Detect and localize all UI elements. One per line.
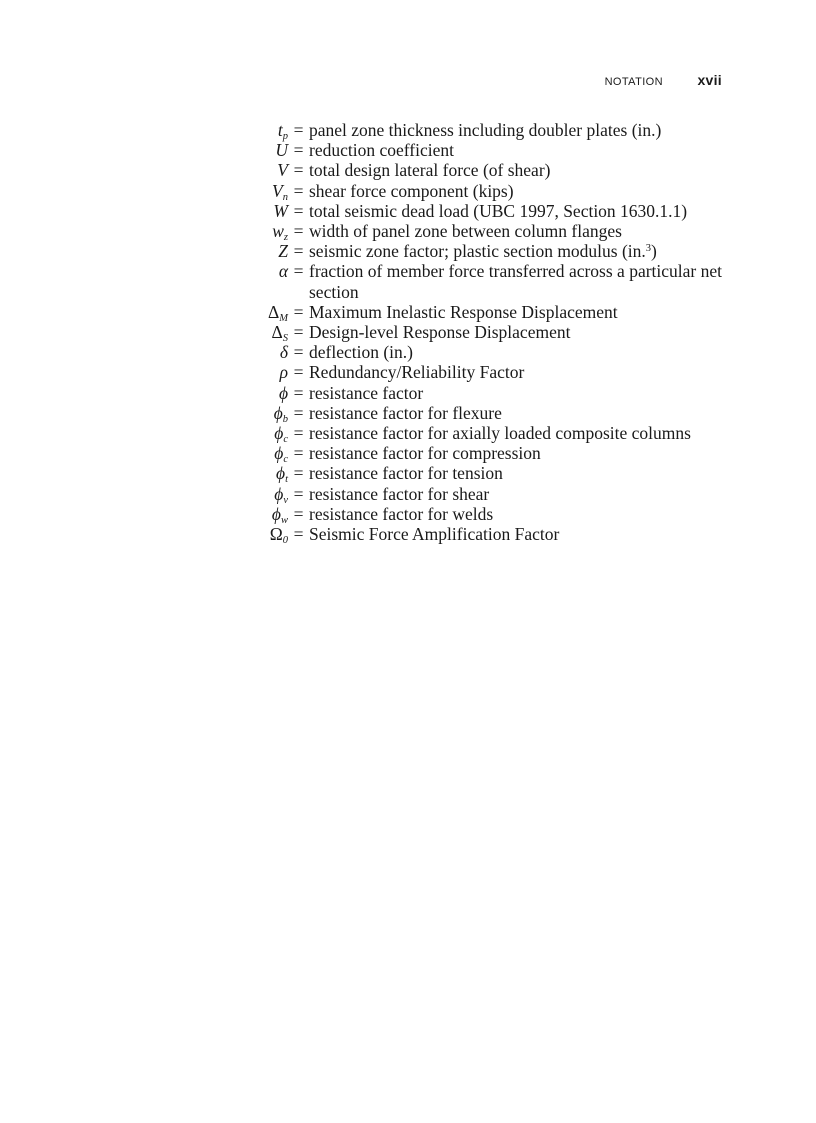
symbol: W (273, 200, 288, 221)
definition: resistance factor for axially loaded composite columns (309, 423, 691, 444)
symbol: $t_p$ (277, 120, 288, 142)
equals-sign: = (293, 483, 304, 504)
symbol: $\phi_c$ (274, 443, 288, 466)
running-head (0, 72, 722, 90)
equals-sign: = (293, 503, 304, 524)
notation-entry-phi-t (230, 463, 722, 486)
notation-entry-phi (230, 383, 722, 403)
notation-entry-delta-s (230, 322, 722, 345)
definition: panel zone thickness including doubler plates (in.) (309, 120, 662, 140)
notation-entry-tp (230, 120, 722, 140)
definition: total seismic dead load (UBC 1997, Section 1630.1.1) (309, 200, 688, 221)
equals-sign: = (293, 382, 304, 403)
definition: resistance factor for shear (309, 483, 490, 504)
definition: deflection (in.) (309, 342, 413, 363)
notation-entry-omega-0 (230, 524, 722, 547)
symbol: $\Delta_M$ (267, 301, 288, 324)
notation-entry-alpha (230, 261, 722, 301)
notation-entry-phi-w (230, 504, 722, 524)
notation-entry-z (230, 241, 722, 261)
notation-entry-rho (230, 362, 722, 382)
definition: resistance factor (309, 382, 424, 403)
definition: Redundancy/Reliability Factor (309, 362, 525, 383)
symbol: V (277, 160, 288, 181)
symbol: $\Omega_0$ (269, 524, 288, 547)
definition: resistance factor for flexure (309, 402, 502, 423)
notation-entry-phi-v (230, 484, 722, 504)
equals-sign: = (293, 221, 304, 242)
equals-sign: = (293, 524, 304, 545)
equals-sign: = (293, 362, 304, 383)
definition: total design lateral force (of shear) (309, 160, 551, 181)
notation-entry-phi-b (230, 403, 722, 423)
notation-entry-phi-c-compression (230, 443, 722, 466)
symbol: δ (279, 342, 288, 363)
definition: fraction of member force transferred across a particular net section (309, 261, 722, 302)
equals-sign: = (293, 120, 304, 140)
page-number: xvii (697, 72, 722, 88)
symbol: α (278, 261, 288, 282)
notation-list (230, 120, 722, 547)
equals-sign: = (293, 463, 304, 484)
equals-sign: = (293, 402, 304, 423)
equals-sign: = (293, 342, 304, 363)
symbol: Z (278, 241, 288, 262)
notation-entry-w (230, 201, 722, 221)
symbol: $\phi_b$ (273, 402, 288, 425)
equals-sign: = (293, 180, 304, 201)
equals-sign: = (293, 322, 304, 343)
equals-sign: = (293, 200, 304, 221)
symbol: ρ (279, 362, 288, 383)
definition: resistance factor for welds (309, 503, 494, 524)
notation-entry-delta-m (230, 302, 722, 322)
notation-entry-wz (230, 221, 722, 244)
symbol: U (275, 140, 288, 161)
symbol: $\phi_c$ (274, 423, 288, 446)
definition: Seismic Force Amplification Factor (309, 524, 560, 545)
symbol: $w_z$ (272, 221, 288, 244)
equals-sign: = (293, 301, 304, 322)
symbol: $\phi_t$ (276, 463, 288, 486)
definition: resistance factor for compression (309, 443, 541, 464)
definition: shear force component (kips) (309, 180, 514, 201)
section-title: NOTATION (604, 76, 663, 88)
equals-sign: = (293, 160, 304, 181)
definition: reduction coefficient (309, 140, 454, 161)
notation-entry-vn (230, 181, 722, 201)
definition: Design-level Response Displacement (309, 322, 571, 343)
equals-sign: = (293, 261, 304, 282)
definition: width of panel zone between column flanges (309, 221, 622, 242)
definition: Maximum Inelastic Response Displacement (309, 301, 618, 322)
equals-sign: = (293, 140, 304, 161)
definition: seismic zone factor; plastic section modulus (in.$^3$) (309, 241, 657, 262)
symbol: $\phi_v$ (274, 483, 288, 506)
symbol: $V_n$ (272, 180, 288, 203)
symbol: $\Delta_S$ (271, 322, 288, 345)
notation-entry-v (230, 160, 722, 180)
symbol: $\phi_w$ (271, 503, 288, 526)
definition: resistance factor for tension (309, 463, 503, 484)
equals-sign: = (293, 423, 304, 444)
equals-sign: = (293, 443, 304, 464)
notation-entry-u (230, 140, 722, 160)
equals-sign: = (293, 241, 304, 262)
symbol: ϕ (278, 382, 288, 403)
notation-entry-small-delta (230, 342, 722, 362)
notation-entry-phi-c-composite (230, 423, 722, 446)
